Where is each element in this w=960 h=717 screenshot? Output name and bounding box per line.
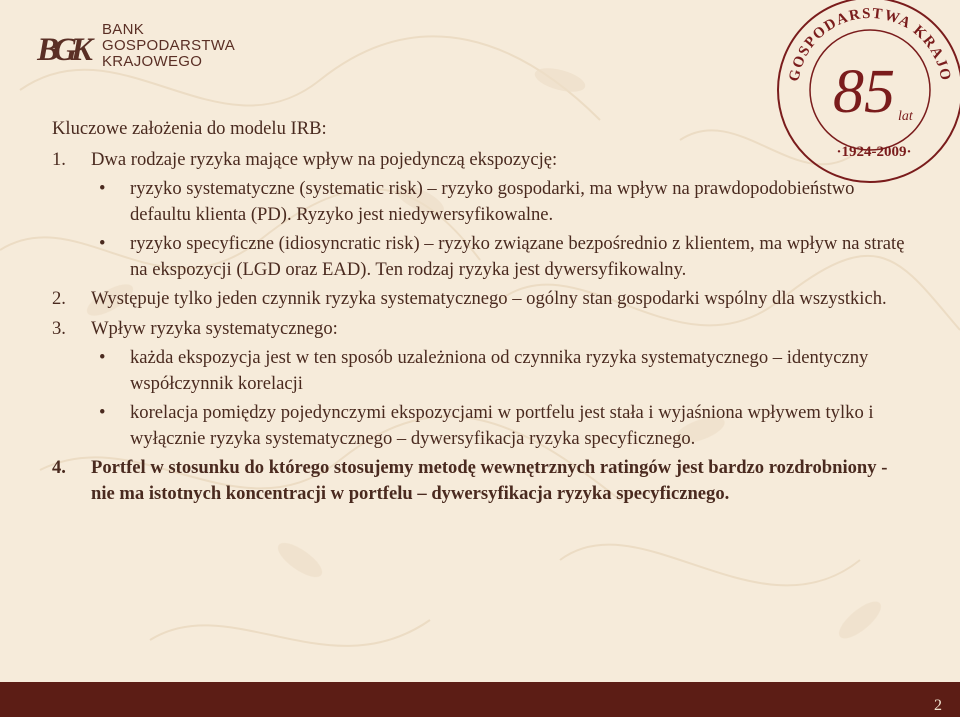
- sub-item-text: każda ekspozycja jest w ten sposób uzależniona od czynnika ryzyka systematycznego – identyczny współczynnik korelacji: [130, 347, 869, 394]
- list-item-2: [52, 286, 912, 312]
- logo-line-3: KRAJOWEGO: [102, 53, 203, 70]
- bullet-icon: •: [99, 178, 106, 199]
- footer-bar: [0, 682, 960, 717]
- bullet-icon: •: [99, 347, 106, 368]
- logo-line-1: BANK: [102, 21, 145, 38]
- sub-item: [52, 345, 912, 396]
- sub-item: [52, 176, 912, 227]
- sub-item-text: ryzyko systematyczne (systematic risk) – ryzyko gospodarki, ma wpływ na prawdopodobieństwo defaultu klienta (PD). Ryzyko jest niedywersyfikowalne.: [130, 178, 855, 225]
- seal-arc-text: GOSPODARSTWA KRAJO: [786, 5, 954, 84]
- sub-item-text: korelacja pomiędzy pojedynczymi ekspozycjami w portfelu jest stała i wyjaśniona wpływem tylko i wyłącznie ryzyka systematycznego – dywersyfikacja ryzyka specyficznego.: [130, 402, 874, 449]
- sub-item-text: ryzyko specyficzne (idiosyncratic risk) – ryzyko związane bezpośrednio z klientem, ma wpływ na stratę na ekspozycji (LGD oraz EAD). Ten rodzaj ryzyka jest dywersyfikowalny.: [130, 233, 905, 280]
- item-text: Występuje tylko jeden czynnik ryzyka systematycznego – ogólny stan gospodarki wspólny dla wszystkich.: [91, 288, 887, 309]
- item-number: 1.: [52, 148, 66, 170]
- bullet-icon: •: [99, 402, 106, 423]
- bgk-monogram-icon: [28, 22, 96, 70]
- logo-line-2: GOSPODARSTWA: [102, 37, 236, 54]
- seal-word: lat: [898, 109, 913, 124]
- list-item-3: [52, 316, 912, 342]
- list-item-4: [52, 455, 912, 506]
- slide-content: [52, 116, 912, 506]
- seal-number: 85: [833, 58, 895, 126]
- bullet-icon: •: [99, 233, 106, 254]
- logo-wordmark: [102, 22, 235, 70]
- item-text: Portfel w stosunku do którego stosujemy metodę wewnętrznych ratingów jest bardzo rozdrobniony - nie ma istotnych koncentracji w portfelu – dywersyfikacja ryzyka specyficznego.: [91, 457, 888, 504]
- bank-logo: [28, 22, 235, 70]
- seal-years: ·1924-2009·: [836, 144, 912, 160]
- item-number: 4.: [52, 457, 66, 478]
- slide-title: Kluczowe założenia do modelu IRB:: [52, 118, 327, 139]
- logo-monogram: BGK: [37, 32, 87, 68]
- item-number: 3.: [52, 317, 66, 339]
- list-item-1: [52, 147, 912, 173]
- sub-item: [52, 400, 912, 451]
- item-number: 2.: [52, 288, 66, 309]
- page-number: 2: [934, 697, 942, 714]
- sub-item: [52, 231, 912, 282]
- item-text: Dwa rodzaje ryzyka mające wpływ na pojedynczą ekspozycję:: [91, 148, 558, 170]
- item-text: Wpływ ryzyka systematycznego:: [91, 317, 338, 339]
